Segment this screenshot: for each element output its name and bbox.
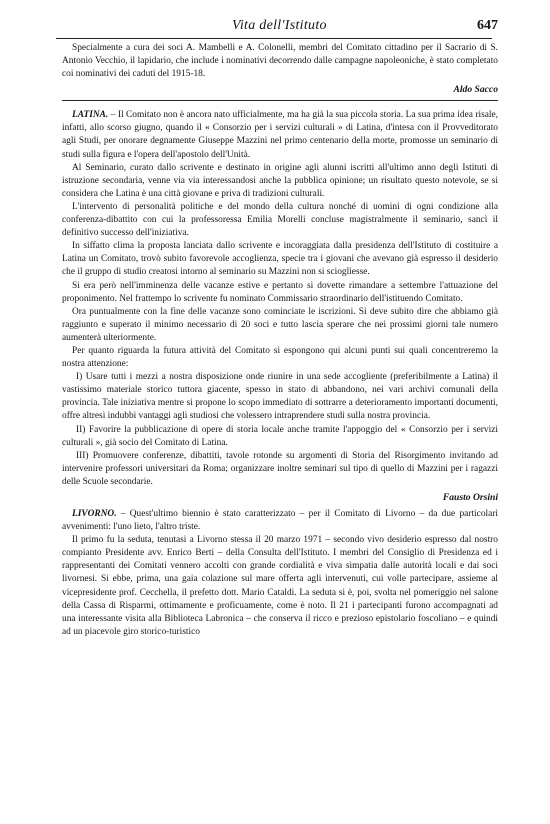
latina-paragraph: Ora puntualmente con la fine delle vacanze sono cominciate le iscrizioni. Si deve subito dire che abbiamo già raggiunto e superato il minimo necessario di 20 soci e tutto lascia sperare che nei prossimi giorni tale numero aumenterà ulteriormente. (62, 306, 498, 343)
latina-paragraph: Per quanto riguarda la futura attività del Comitato si espongono qui alcuni punti sui quali concentreremo la nostra attenzione: (62, 345, 498, 370)
section-divider (62, 100, 498, 101)
latina-paragraph: In siffatto clima la proposta lanciata dallo scrivente e incoraggiata dalla presidenza dell'Istituto di costituire a Latina un Comitato, trovò subito favorevole accoglienza, specie tra i giovani che avevano già espresso il desiderio che il gruppo di studio creatosi intorno al seminario su Mazzini non si sciogliesse. (62, 241, 498, 278)
latina-lead: – Il Comitato non è ancora nato ufficialmente, ma ha già la sua piccola storia. La sua prima idea risale, infatti, allo scorso giugno, quando il « Consorzio per i servizi culturali » di Latina, d'intesa con il Provveditorato agli Studi, per onorare degnamente Giuseppe Mazzini nel primo centenario della morte, promosse un seminario di studi sulla figura e l'opera dell'apostolo dell'Unità. (62, 110, 498, 160)
livorno-lead: – Quest'ultimo biennio è stato caratterizzato – per il Comitato di Livorno – da due particolari avvenimenti: l'uno lieto, l'altro triste. (62, 509, 498, 533)
latina-point-1: I) Usare tutti i mezzi a nostra disposizione onde riunire in una sede accogliente (preferibilmente a Latina) il vastissimo materiale storico tuttora giacente, spesso in stato di abbandono, nei vari archivi comunali della provincia. Tale iniziativa mentre si propone lo scopo immediato di sottrarre a deterioramento importanti documenti, offre altresì indubbi vantaggi agli studiosi che volessero intraprendere studi sulla nostra provincia. (62, 372, 498, 422)
page-number: 647 (477, 18, 498, 33)
section-latina (62, 109, 498, 504)
city-heading-latina: LATINA. (72, 110, 109, 121)
signature-aldo-sacco: Aldo Sacco (453, 84, 498, 96)
running-title: Vita dell'Istituto (232, 18, 327, 33)
latina-paragraph: L'intervento di personalità politiche e del mondo della cultura nonché di uomini di ogni condizione alla conferenza-dibattito con cui la professoressa Emilia Morelli concluse magistralmente il seminario, sancì il definitivo successo dell'iniziativa. (62, 201, 498, 239)
city-heading-livorno: LIVORNO. (72, 509, 117, 519)
article-body (62, 40, 498, 639)
latina-point-3: III) Promuovere conferenze, dibattiti, tavole rotonde su argomenti di Storia del Risorgimento invitando ad intervenire professori universitari da Roma; organizzare inoltre seminari sul tipo di quello di Mazzini per i ragazzi delle Scuole secondarie. (62, 450, 498, 487)
latina-point-2: II) Favorire la pubblicazione di opere di storia locale anche tramite l'appoggio del « Consorzio per i servizi culturali », già socio del Comitato di Latina. (62, 424, 498, 448)
signature-fausto-orsini: Fausto Orsini (442, 492, 498, 503)
latina-paragraph: Si era però nell'imminenza delle vacanze estive e pertanto si dovette rimandare a settembre l'attuazione del proponimento. Nel frattempo lo scrivente fu nominato Commissario straordinario dell'istituendo Comitato. (62, 280, 498, 304)
running-header (56, 18, 498, 39)
section-livorno (62, 508, 498, 639)
livorno-paragraph: Il primo fu la seduta, tenutasi a Livorno stessa il 20 marzo 1971 – secondo vivo desiderio espresso dal nostro compianto Presidente avv. Enrico Berti – della Consulta dell'Istituto. I membri del Consiglio di Presidenza ed i rappresentanti dei Comitati vennero accolti con grande cordialità e viva simpatia dalle autorità locali e dai soci livornesi. Si ebbe, prima, una gaia colazione sul mare offerta agli intervenuti, cui volle partecipare, assieme al vicepresidente prof. Cecchella, il prefetto dott. Mario Cataldi. La seduta si è, poi, svolta nel pomeriggio nel salone della Cassa di Risparmi, ottimamente e proficuamente, come è noto. Il 21 i partecipanti furono accompagnati ad una interessante visita alla Biblioteca Labronica – che conserva il ricco e prezioso epistolario foscoliano – e quindi ad un piacevole giro storico-turistico (62, 535, 498, 637)
latina-paragraph: Al Seminario, curato dallo scrivente e destinato in origine agli alunni iscritti all'ultimo anno degli Istituti di istruzione secondaria, venne via via interessandosi anche la pubblica opinione; un risultato questo notevole, se si considera che Latina è una città giovane e priva di tradizioni culturali. (62, 162, 498, 199)
intro-paragraph: Specialmente a cura dei soci A. Mambelli e A. Colonelli, membri del Comitato cittadino per il Sacrario di S. Antonio Vecchio, il lapidario, che include i nominativi decorrendo dalle campagne napoleoniche, è stato completato coi nominativi dei caduti del 1915-18. (62, 43, 498, 80)
